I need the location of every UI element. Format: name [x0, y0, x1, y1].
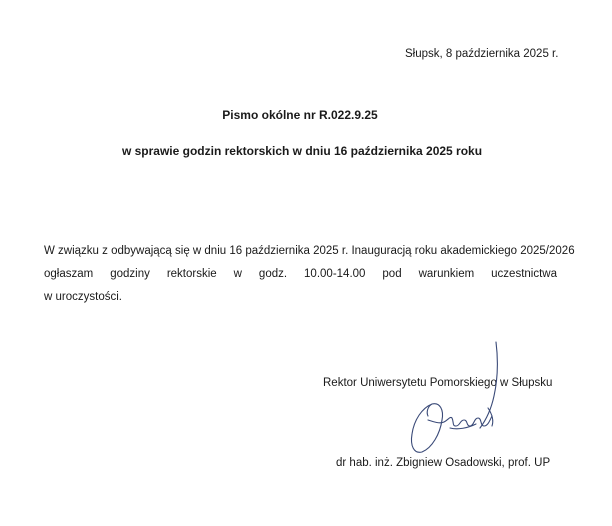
document-subject-text: w sprawie godzin rektorskich w dniu 16 października 2025 roku	[121, 144, 483, 158]
document-title-text: Pismo okólne nr R.022.9.25	[222, 108, 378, 122]
body-line-2: ogłaszam godziny rektorskie w godz. 10.00-14.00 pod warunkiem uczestnictwa	[44, 268, 557, 280]
document-subject	[0, 144, 612, 158]
signatory-name: dr hab. inż. Zbigniew Osadowski, prof. UP	[336, 457, 551, 469]
body-line-1: W związku z odbywającą się w dniu 16 października 2025 r. Inauguracją roku akademickiego 2025/2026	[44, 245, 575, 257]
document-title	[0, 108, 612, 122]
document-body	[44, 240, 575, 309]
handwritten-signature	[392, 338, 510, 466]
place-date: Słupsk, 8 października 2025 r.	[405, 48, 559, 60]
signatory-position: Rektor Uniwersytetu Pomorskiego w Słupsku	[323, 377, 553, 389]
body-line-3: w uroczystości.	[44, 291, 122, 303]
